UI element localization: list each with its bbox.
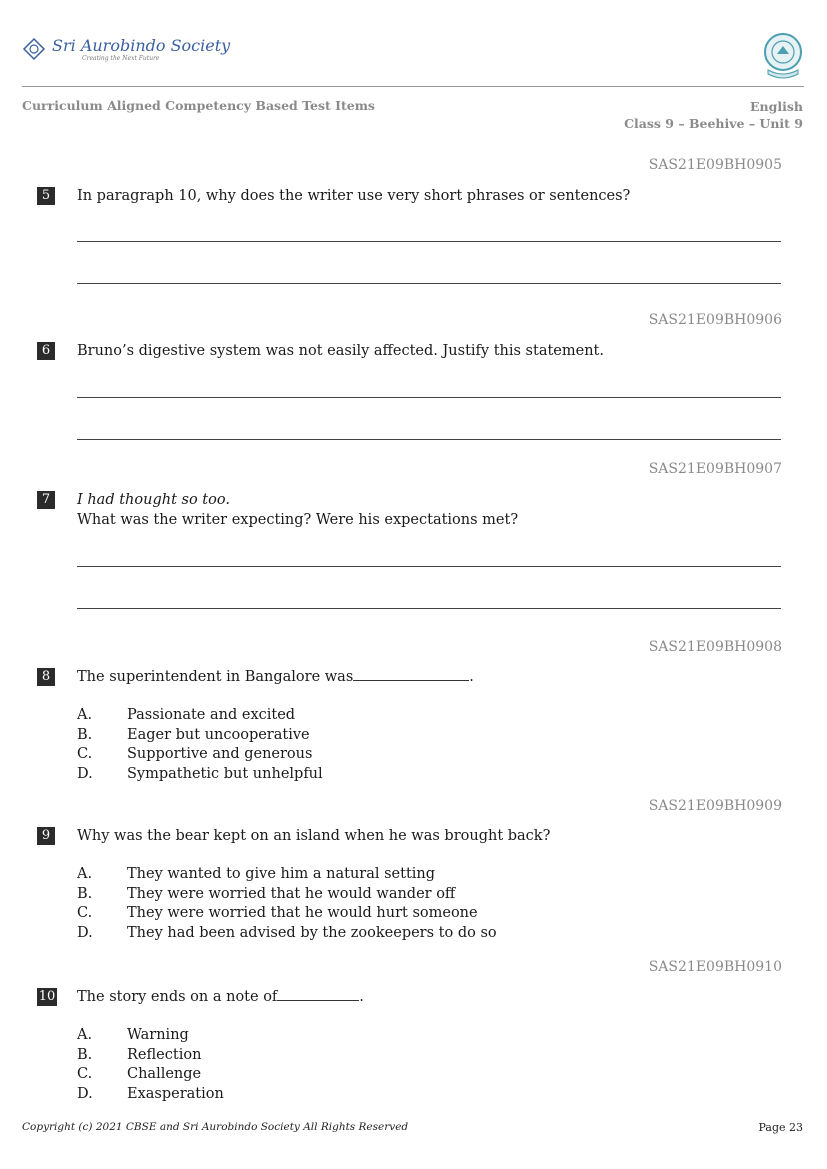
item-code: SAS21E09BH0906 (648, 312, 782, 328)
answer-line[interactable] (77, 608, 781, 609)
answer-line[interactable] (77, 566, 781, 567)
item-code: SAS21E09BH0910 (648, 959, 782, 975)
question-number: 5 (37, 187, 55, 205)
answer-line[interactable] (77, 397, 781, 398)
subject: English (750, 99, 803, 114)
option[interactable]: D. Exasperation (77, 1086, 224, 1103)
question-number: 7 (37, 491, 55, 509)
option[interactable]: A. Passionate and excited (77, 707, 296, 723)
sri-aurobindo-society-logo (22, 36, 230, 62)
item-code: SAS21E09BH0908 (648, 639, 782, 655)
option[interactable]: A. They wanted to give him a natural setting (77, 866, 436, 882)
copyright-notice: Copyright (c) 2021 CBSE and Sri Aurobindo Society All Rights Reserved (22, 1121, 409, 1133)
option[interactable]: A. Warning (77, 1027, 189, 1043)
subject-info (624, 98, 803, 132)
option[interactable]: D. Sympathetic but unhelpful (77, 766, 323, 783)
answer-line[interactable] (77, 439, 781, 440)
item-code: SAS21E09BH0907 (648, 461, 782, 477)
cbse-seal-icon (762, 32, 804, 80)
question-text (77, 987, 364, 1007)
question-stem-end: . (469, 669, 474, 685)
option[interactable]: C. Challenge (77, 1066, 202, 1083)
options-list (77, 706, 323, 785)
question-text (77, 490, 518, 530)
page-number: Page 23 (758, 1121, 803, 1134)
fill-blank[interactable] (277, 1000, 359, 1001)
option[interactable]: C. Supportive and generous (77, 746, 313, 763)
option[interactable]: B. They were worried that he would wander off (77, 885, 456, 902)
question-number: 6 (37, 342, 55, 360)
item-code: SAS21E09BH0909 (648, 798, 782, 814)
question-prompt: What was the writer expecting? Were his expectations met? (77, 512, 519, 528)
question-text (77, 667, 474, 687)
question-text: Bruno’s digestive system was not easily affected. Justify this statement. (77, 343, 604, 359)
question-text: Why was the bear kept on an island when he was brought back? (77, 828, 551, 844)
question-number: 8 (37, 668, 55, 686)
logo-tagline: Creating the Next Future (82, 55, 160, 62)
option[interactable]: B. Eager but uncooperative (77, 726, 310, 743)
class-unit: Class 9 – Beehive – Unit 9 (624, 116, 803, 131)
question-stem-end: . (359, 989, 364, 1005)
question-stem: The superintendent in Bangalore was (77, 669, 354, 685)
curriculum-title: Curriculum Aligned Competency Based Test Items (22, 98, 375, 113)
fill-blank[interactable] (353, 680, 469, 681)
item-code: SAS21E09BH0905 (648, 157, 782, 173)
answer-line[interactable] (77, 241, 781, 242)
question-number: 10 (38, 989, 56, 1004)
question-number: 9 (37, 827, 55, 845)
option[interactable]: C. They were worried that he would hurt someone (77, 905, 478, 922)
question-text: In paragraph 10, why does the writer use very short phrases or sentences? (77, 188, 631, 204)
header-divider (22, 86, 804, 87)
answer-line[interactable] (77, 283, 781, 284)
option[interactable]: B. Reflection (77, 1046, 202, 1063)
question-quote: I had thought so too. (77, 492, 230, 508)
lotus-emblem-icon (22, 37, 46, 61)
options-list (77, 1026, 224, 1105)
logo-text: Sri Aurobindo Society (52, 36, 231, 55)
option[interactable]: D. They had been advised by the zookeepers to do so (77, 925, 497, 942)
question-stem: The story ends on a note of (77, 989, 278, 1005)
options-list (77, 865, 497, 944)
